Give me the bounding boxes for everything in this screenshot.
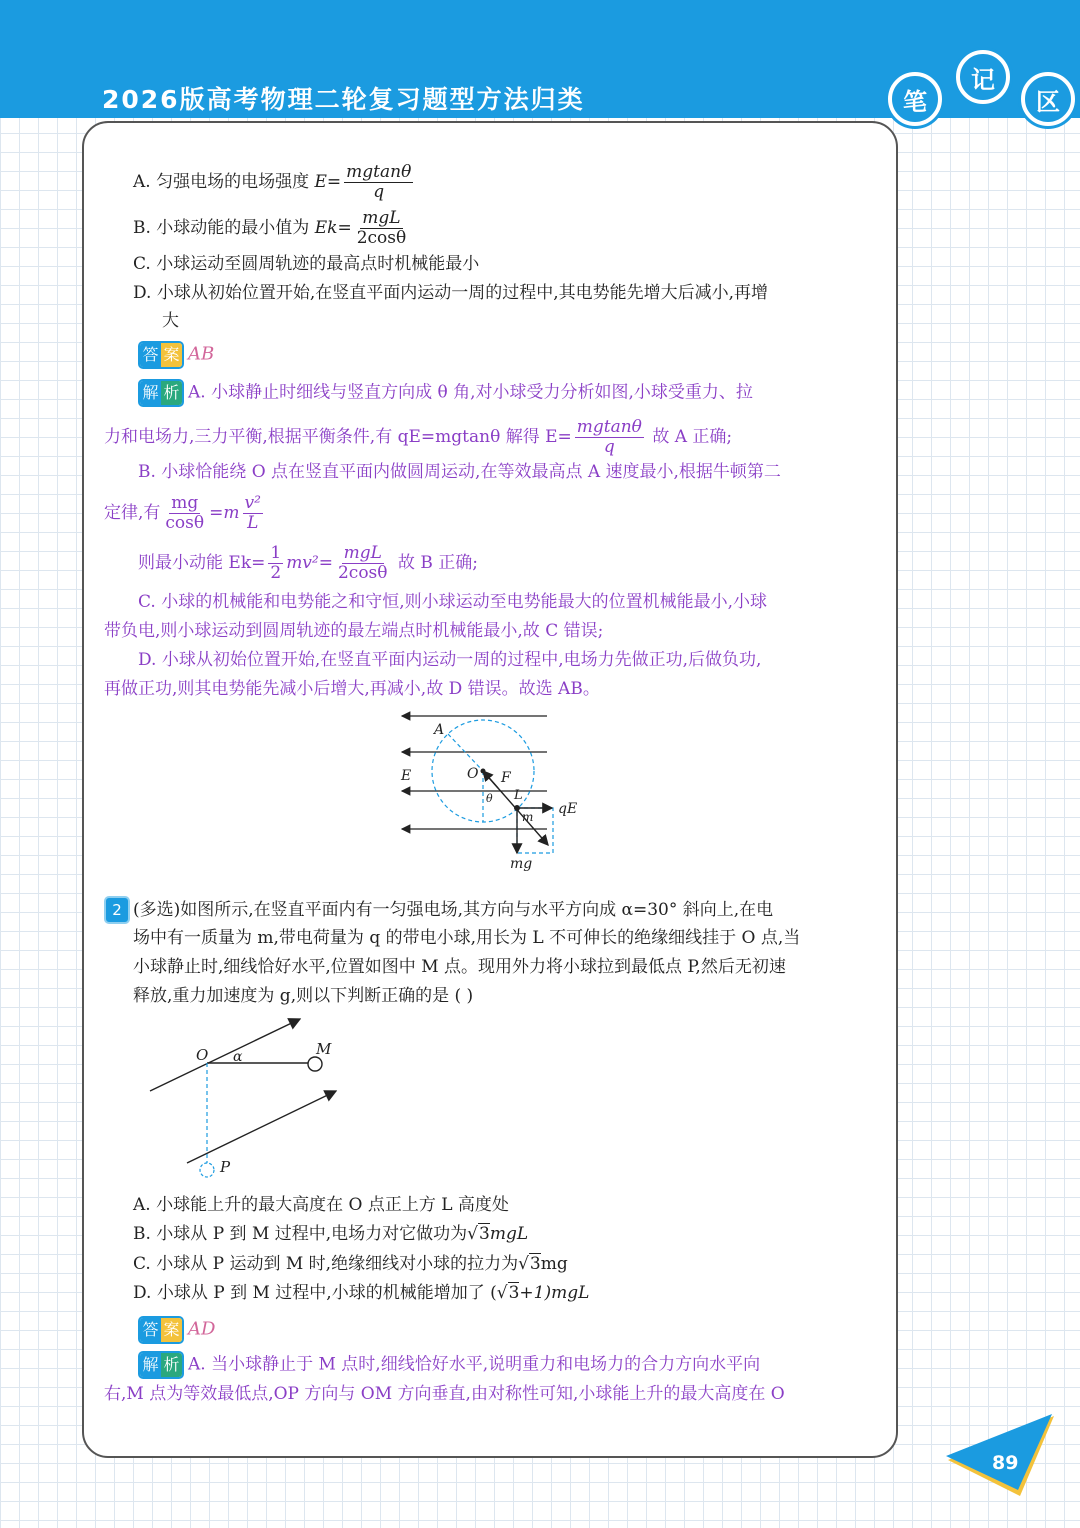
q1-option-c: C. 小球运动至圆周轨迹的最高点时机械能最小 [133, 254, 480, 274]
field-line-lower [187, 1091, 336, 1163]
label-alpha: α [233, 1049, 243, 1065]
answer-badge: 答 案 [138, 341, 184, 369]
q1-option-d-line2: 大 [162, 311, 179, 331]
incline-field-figure [140, 1015, 355, 1180]
notes-char-2: 记 [956, 50, 1010, 104]
q1-analysis-b-line1: B. 小球恰能绕 O 点在竖直平面内做圆周运动,在等效最高点 A 速度最小,根据牛顿第二 [138, 462, 781, 482]
q1-option-a: A. 匀强电场的电场强度 E= $\frac{mgtan\theta}{q}$ [133, 162, 412, 202]
label-F: F [501, 770, 511, 786]
label-theta: θ [486, 792, 493, 805]
q1-analysis-a-line2: 力和电场力,三力平衡,根据平衡条件,有 qE=mgtanθ 解得 E= $\frac{mgtan\theta}{q}$ 故 A 正确; [104, 417, 733, 457]
q1-analysis-d-line2: 再做正功,则其电势能先减小后增大,再减小,故 D 错误。故选 AB。 [104, 679, 600, 699]
notes-char-3: 区 [1021, 72, 1075, 126]
q2-stem-line1: 2 (多选)如图所示,在竖直平面内有一匀强电场,其方向与水平方向成 α=30° 斜向上,在电 [104, 896, 773, 924]
ball [514, 805, 520, 811]
label-m: m [522, 810, 534, 824]
force-diagram-figure [390, 705, 590, 880]
q2-analysis-line2: 右,M 点为等效最低点,OP 方向与 OM 方向垂直,由对称性可知,小球能上升的最大高度在 O [104, 1384, 785, 1404]
q1-analysis-b-line2: 定律,有 $\frac{mg}{\cos\theta}$ =m $\frac{\text{v²}}{L}$ [104, 493, 261, 533]
q1-analysis-c-line2: 带负电,则小球运动到圆周轨迹的最左端点时机械能最小,故 C 错误; [104, 621, 604, 641]
analysis-badge: 解 析 [138, 1351, 184, 1379]
ball-M [308, 1057, 322, 1071]
notes-char-1: 笔 [888, 72, 942, 126]
q1-option-d-line1: D. 小球从初始位置开始,在竖直平面内运动一周的过程中,其电势能先增大后减小,再增 [133, 283, 769, 303]
label-P: P [220, 1158, 231, 1176]
q1-analysis-c-line1: C. 小球的机械能和电势能之和守恒,则小球运动至电势能最大的位置机械能最小,小球 [138, 592, 768, 612]
pivot-point [481, 769, 486, 774]
q2-answer: AD [188, 1318, 216, 1340]
label-qE: qE [558, 801, 578, 817]
q1-analysis-a-line1: 解 析 A. 小球静止时细线与竖直方向成 θ 角,对小球受力分析如图,小球受重力、拉 [138, 379, 753, 407]
q2-stem-line4: 释放,重力加速度为 g,则以下判断正确的是 ( ) [133, 986, 474, 1006]
label-O: O [467, 766, 479, 782]
label-E: E [401, 768, 412, 784]
book-title: 2026版高考物理二轮复习题型方法归类 [102, 85, 585, 114]
label-mg: mg [510, 856, 533, 872]
label-L: L [514, 788, 523, 803]
q1-analysis-b-line3: 则最小动能 Ek= $\frac{1}{2}$ mv²= $\frac{\text{mgL}}{2\cos\theta}$ 故 B 正确; [138, 543, 478, 583]
label-A: A [434, 722, 445, 738]
label-O: O [196, 1046, 209, 1064]
q2-option-a: A. 小球能上升的最大高度在 O 点正上方 L 高度处 [133, 1195, 509, 1215]
analysis-badge: 解 析 [138, 379, 184, 407]
question-number-badge: 2 [104, 896, 130, 924]
answer-badge: 答 案 [138, 1316, 184, 1344]
tension-arrow [483, 771, 498, 788]
q2-option-b: B. 小球从 P 到 M 过程中,电场力对它做功为√3mgL [133, 1224, 529, 1244]
label-M: M [316, 1040, 332, 1058]
q2-option-c: C. 小球从 P 运动到 M 时,绝缘细线对小球的拉力为√3mg [133, 1254, 568, 1274]
field-line-upper [150, 1019, 300, 1091]
q2-option-d: D. 小球从 P 到 M 过程中,小球的机械能增加了 (√3+1)mgL [133, 1283, 590, 1303]
q1-answer-row [138, 341, 214, 369]
q1-option-b: B. 小球动能的最小值为 Ek= $\frac{\text{mgL}}{2\cos\theta}$ [133, 208, 407, 248]
q2-answer-row [138, 1316, 215, 1344]
ball-P [200, 1163, 214, 1177]
q2-analysis-line1: 解 析 A. 当小球静止于 M 点时,细线恰好水平,说明重力和电场力的合力方向水平向 [138, 1351, 760, 1379]
page-number: 89 [992, 1452, 1019, 1474]
q2-stem-line3: 小球静止时,细线恰好水平,位置如图中 M 点。现用外力将小球拉到最低点 P,然后无初速 [133, 957, 786, 977]
q1-analysis-d-line1: D. 小球从初始位置开始,在竖直平面内运动一周的过程中,电场力先做正功,后做负功, [138, 650, 762, 670]
q2-stem-line2: 场中有一质量为 m,带电荷量为 q 的带电小球,用长为 L 不可伸长的绝缘细线挂于 O 点,当 [133, 928, 801, 948]
q1-answer: AB [188, 343, 215, 365]
